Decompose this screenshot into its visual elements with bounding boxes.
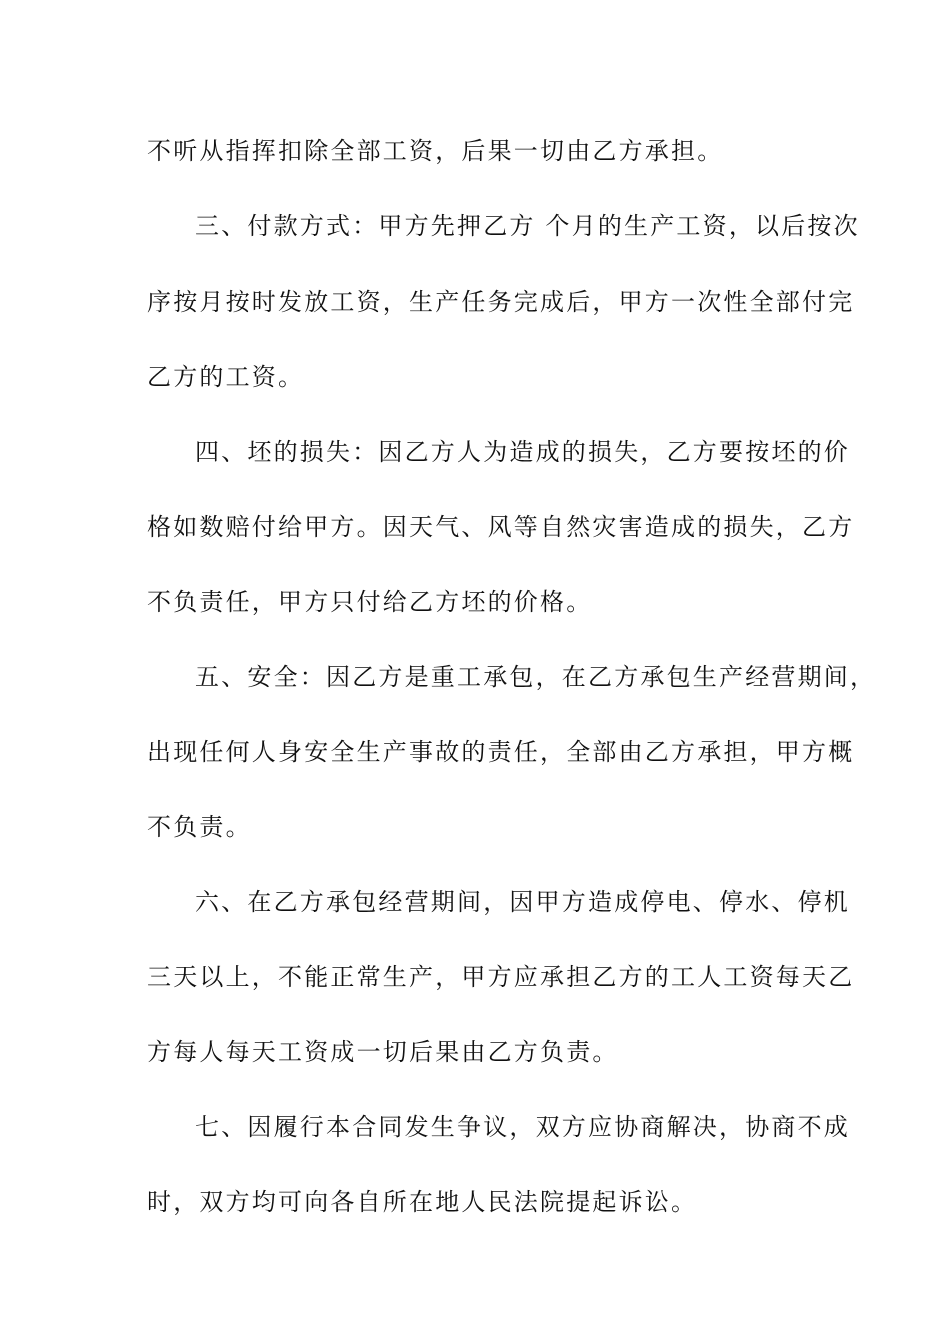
text-line: 不听从指挥扣除全部工资，后果一切由乙方承担。 xyxy=(147,137,724,165)
text-line: 乙方的工资。 xyxy=(147,363,305,391)
text-line: 出现任何人身安全生产事故的责任，全部由乙方承担，甲方概 xyxy=(147,738,855,766)
clause-3-heading-line: 三、付款方式：甲方先押乙方 个月的生产工资，以后按次 xyxy=(195,212,860,240)
text-line: 不负责任，甲方只付给乙方坯的价格。 xyxy=(147,588,593,616)
text-line: 时，双方均可向各自所在地人民法院提起诉讼。 xyxy=(147,1188,698,1216)
clause-4-heading-line: 四、坯的损失：因乙方人为造成的损失，乙方要按坯的价 xyxy=(195,438,850,466)
text-line: 方每人每天工资成一切后果由乙方负责。 xyxy=(147,1038,619,1066)
text-line: 序按月按时发放工资，生产任务完成后，甲方一次性全部付完 xyxy=(147,288,855,316)
text-line: 不负责。 xyxy=(147,813,252,841)
text-line: 格如数赔付给甲方。因天气、风等自然灾害造成的损失，乙方 xyxy=(147,513,855,541)
clause-6-heading-line: 六、在乙方承包经营期间，因甲方造成停电、停水、停机 xyxy=(195,888,850,916)
clause-7-heading-line: 七、因履行本合同发生争议，双方应协商解决，协商不成 xyxy=(195,1113,850,1141)
clause-5-heading-line: 五、安全：因乙方是重工承包，在乙方承包生产经营期间， xyxy=(195,663,877,691)
text-line: 三天以上，不能正常生产，甲方应承担乙方的工人工资每天乙 xyxy=(147,963,855,991)
